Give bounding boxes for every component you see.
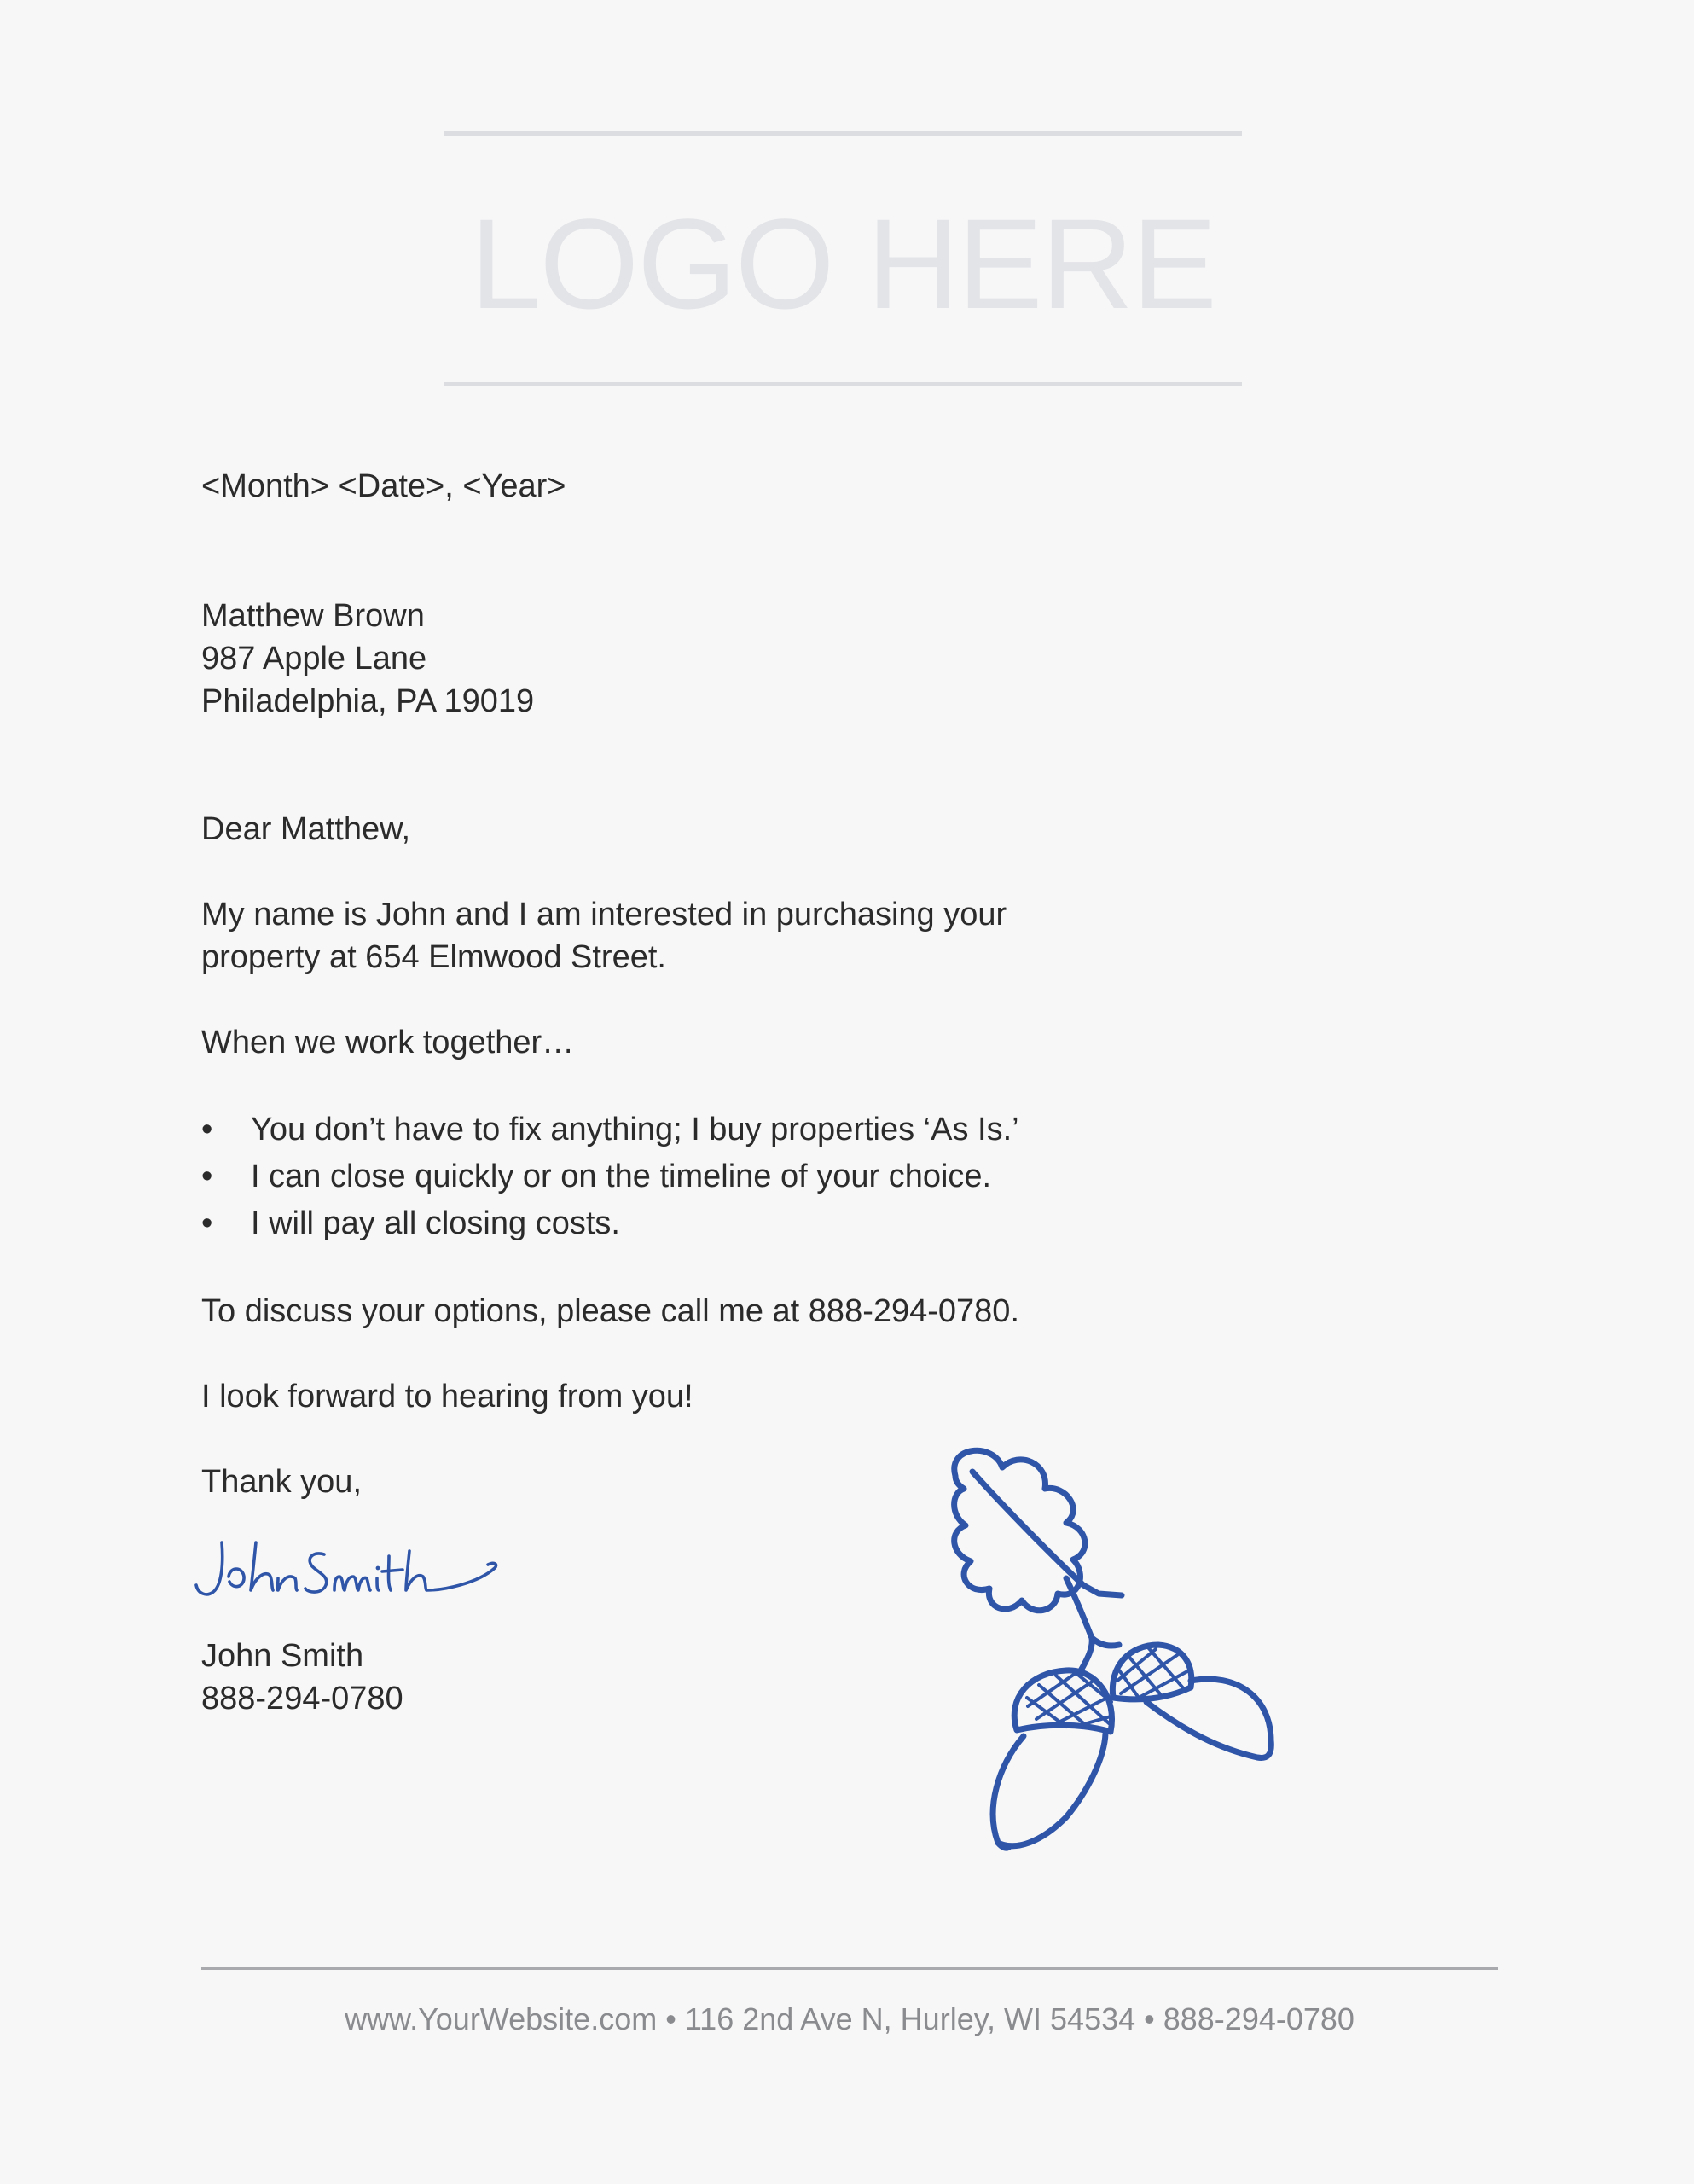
logo-text: LOGO HERE <box>470 192 1215 335</box>
lead-in: When we work together… <box>201 1025 575 1060</box>
intro-line-2: property at 654 Elmwood Street. <box>201 939 666 975</box>
recipient-name: Matthew Brown <box>201 598 425 634</box>
handwritten-signature <box>188 1517 546 1611</box>
logo-top-rule <box>444 131 1242 136</box>
letter-date: <Month> <Date>, <Year> <box>201 468 566 504</box>
sender-name: John Smith <box>201 1638 364 1674</box>
bullet-icon: • <box>201 1112 213 1147</box>
bullet-text: I will pay all closing costs. <box>251 1205 620 1241</box>
intro-line-1: My name is John and I am interested in purchasing your <box>201 897 1007 932</box>
footer-divider <box>201 1967 1498 1970</box>
acorn-stem <box>1066 1578 1092 1674</box>
call-to-action: To discuss your options, please call me at 888-294-0780. <box>201 1293 1019 1329</box>
left-acorn-nut <box>993 1734 1105 1846</box>
footer-contact-line: www.YourWebsite.com • 116 2nd Ave N, Hurley, WI 54534 • 888-294-0780 <box>345 2001 1355 2036</box>
sign-off: Thank you, <box>201 1464 362 1500</box>
logo-placeholder <box>444 128 1242 392</box>
sender-phone: 888-294-0780 <box>201 1681 403 1716</box>
logo-bottom-rule <box>444 382 1242 386</box>
bullet-text: I can close quickly or on the timeline of your choice. <box>251 1159 992 1194</box>
intro-paragraph <box>201 893 1413 979</box>
bullet-icon: • <box>201 1159 213 1194</box>
list-item <box>201 1200 1413 1247</box>
list-item <box>201 1107 1413 1153</box>
right-acorn-nut <box>1146 1679 1271 1757</box>
closing-remark: I look forward to hearing from you! <box>201 1379 693 1414</box>
list-item <box>201 1153 1413 1200</box>
acorn-drawing-icon <box>938 1442 1399 1920</box>
bullet-text: You don’t have to fix anything; I buy properties ‘As Is.’ <box>251 1112 1019 1147</box>
salutation: Dear Matthew, <box>201 811 410 847</box>
bullet-icon: • <box>201 1205 213 1241</box>
recipient-city: Philadelphia, PA 19019 <box>201 683 535 719</box>
benefits-list <box>201 1107 1413 1247</box>
recipient-street: 987 Apple Lane <box>201 641 427 677</box>
recipient-address <box>201 595 1413 723</box>
